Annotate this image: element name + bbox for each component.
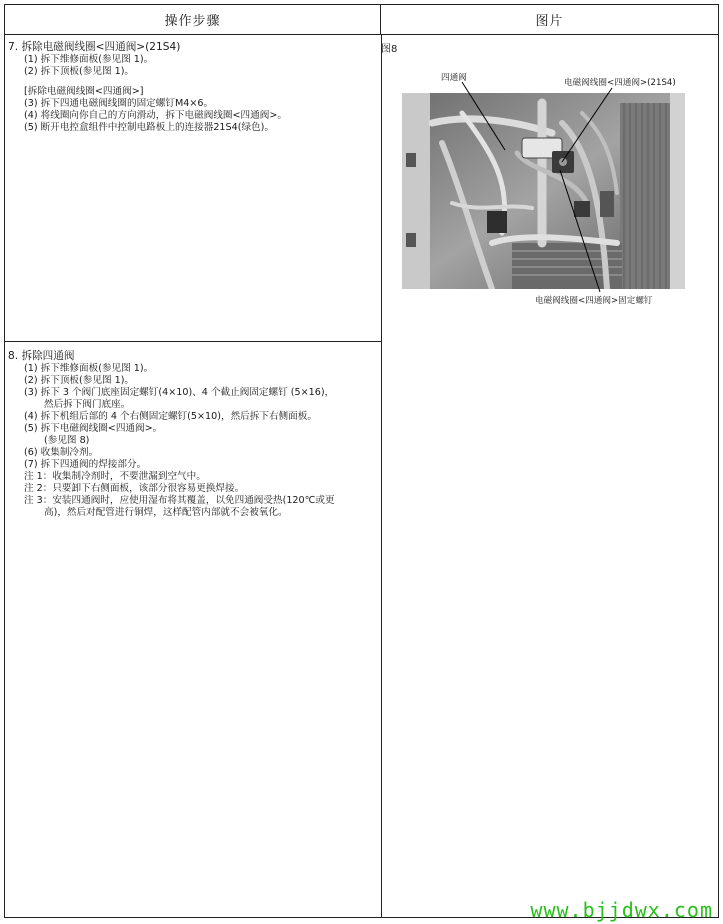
step-7-item: (4) 将线圈向你自己的方向滑动，拆下电磁阀线圈<四通阀>。: [24, 110, 287, 121]
header-steps: 操作步骤: [5, 5, 381, 35]
callout-four-way-valve: 四通阀: [441, 73, 467, 83]
step-8-line: (2) 拆下顶板(参见图 1)。: [24, 375, 135, 386]
step-7-item: (5) 断开电控盒组件中控制电路板上的连接器21S4(绿色)。: [24, 122, 274, 133]
header-pictures: 图片: [381, 5, 718, 35]
step-8-line: (5) 拆下电磁阀线圈<四通阀>。: [24, 423, 163, 434]
watermark-url: www.bjjdwx.com: [530, 898, 713, 922]
step-8-line: (1) 拆下维修面板(参见图 1)。: [24, 363, 154, 374]
step-8-line: 注 1：收集制冷剂时，不要泄漏到空气中。: [24, 471, 206, 482]
callout-fixing-screw: 电磁阀线圈<四通阀>固定螺钉: [535, 296, 653, 306]
step-7-item: (3) 拆下四通电磁阀线圈的固定螺钉M4×6。: [24, 98, 214, 109]
step-8-line: 注 3：安装四通阀时，应使用湿布将其覆盖，以免四通阀受热(120℃或更: [24, 495, 335, 506]
step-8-line: (4) 拆下机组后部的 4 个右侧固定螺钉(5×10)，然后拆下右侧面板。: [24, 411, 317, 422]
step-8-line: 然后拆下阀门底座。: [44, 399, 131, 410]
step-8-title: 8. 拆除四通阀: [8, 350, 75, 362]
step-7-item: (2) 拆下顶板(参见图 1)。: [24, 66, 135, 77]
step-8-line: (参见图 8): [44, 435, 90, 446]
figure-label: 图8: [381, 44, 398, 55]
callout-solenoid-coil: 电磁阀线圈<四通阀>(21S4): [564, 78, 676, 88]
step-8-line: (3) 拆下 3 个阀门底座固定螺钉(4×10)、4 个截止阀固定螺钉 (5×16)，: [24, 387, 335, 398]
step-7-title: 7. 拆除电磁阀线圈<四通阀>(21S4): [8, 41, 181, 53]
step-7-item: (1) 拆下维修面板(参见图 1)。: [24, 54, 154, 65]
step-8-line: (7) 拆下四通阀的焊接部分。: [24, 459, 147, 470]
step-8-line: 注 2：只要卸下右侧面板，该部分很容易更换焊接。: [24, 483, 245, 494]
step-7-subheading: [拆除电磁阀线圈<四通阀>]: [24, 86, 144, 97]
step-8-line: (6) 收集制冷剂。: [24, 447, 99, 458]
step-8-line: 高)，然后对配管进行铜焊，这样配管内部就不会被氧化。: [44, 507, 288, 518]
